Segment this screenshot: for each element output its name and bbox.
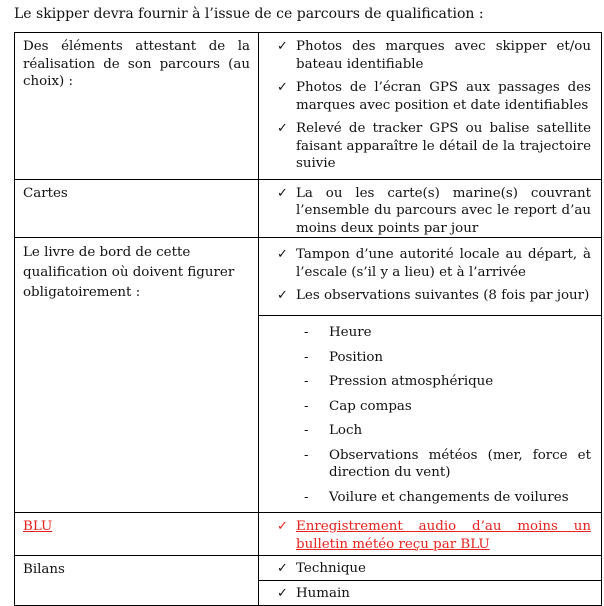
item-text: Photos de l’écran GPS aux passages des marques avec position et date identifiables xyxy=(296,80,591,113)
observation-text: Loch xyxy=(329,423,363,438)
content-cell-humain xyxy=(259,581,602,606)
content-cell-observations xyxy=(259,316,602,513)
observation-text: Voilure et changements de voilures xyxy=(329,489,569,505)
observation-text: Observations météos (mer, force et direction du vent) xyxy=(329,447,591,480)
observation-text: Pression atmosphérique xyxy=(329,374,494,389)
content-cell-elements xyxy=(259,33,602,180)
table-row-bilans xyxy=(15,556,602,581)
item-text: Humain xyxy=(296,586,350,601)
item-text: Photos des marques avec skipper et/ou bateau identifiable xyxy=(296,39,591,72)
item-text: Relevé de tracker GPS ou balise satellite faisant apparaître le détail de la trajectoire suivie xyxy=(296,121,591,171)
content-cell-livre xyxy=(259,238,602,316)
item-text: Enregistrement audio d’au moins un bulletin météo reçu par BLU xyxy=(296,519,591,552)
table-row-cartes xyxy=(15,179,602,238)
list-item xyxy=(259,38,601,73)
checkmark-icon: ✓ xyxy=(277,121,288,136)
dash-bullet: - xyxy=(304,349,309,365)
item-text: Les observations suivantes (8 fois par jour) xyxy=(296,288,590,303)
item-text: Tampon d’une autorité locale au départ, à l’escale (s’il y a lieu) et à l’arrivée xyxy=(296,247,591,280)
label-cell-livre xyxy=(15,238,259,513)
list-item xyxy=(259,79,601,114)
table-row-livre xyxy=(15,238,602,316)
label-line: choix) : xyxy=(23,74,74,89)
observation-text: Heure xyxy=(329,325,372,340)
observation-item xyxy=(259,422,601,440)
dash-bullet: - xyxy=(304,489,309,505)
checkmark-icon: ✓ xyxy=(277,185,288,201)
item-text: La ou les carte(s) marine(s) couvrant l’ensemble du parcours avec le report d’au moins deux points par jour xyxy=(296,185,591,236)
list-item xyxy=(259,560,601,578)
list-item xyxy=(259,120,601,173)
observation-item xyxy=(259,324,601,342)
dash-bullet: - xyxy=(304,325,309,340)
checkmark-icon: ✓ xyxy=(277,247,288,262)
list-item xyxy=(259,287,601,305)
observation-item xyxy=(259,373,601,391)
list-item xyxy=(259,518,601,553)
label-line: Le livre de bord de cette xyxy=(23,245,191,260)
label-cell-cartes xyxy=(15,179,259,238)
content-cell-blu xyxy=(259,513,602,556)
label-line: obligatoirement : xyxy=(23,285,141,300)
observation-item xyxy=(259,349,601,367)
list-item xyxy=(259,185,601,238)
label-cell-bilans xyxy=(15,556,259,606)
observation-item xyxy=(259,489,601,507)
observation-item xyxy=(259,398,601,416)
label-line: qualification où doivent figurer xyxy=(23,265,235,280)
list-item xyxy=(259,585,601,603)
list-item xyxy=(259,246,601,281)
observation-text: Cap compas xyxy=(329,398,412,414)
label-line: réalisation de son parcours (au xyxy=(23,56,250,72)
intro-text: Le skipper devra fournir à l’issue de ce parcours de qualification : xyxy=(14,6,484,22)
table-row-elements xyxy=(15,33,602,180)
observation-text: Position xyxy=(329,349,384,365)
checkmark-icon: ✓ xyxy=(277,586,288,601)
checkmark-icon: ✓ xyxy=(277,561,288,576)
dash-bullet: - xyxy=(304,447,309,463)
observation-item xyxy=(259,447,601,482)
dash-bullet: - xyxy=(304,374,309,389)
content-cell-cartes xyxy=(259,179,602,238)
label-cell-blu xyxy=(15,513,259,556)
label-line: Des éléments attestant de la xyxy=(23,39,250,54)
label-text: Cartes xyxy=(23,185,68,201)
checkmark-icon: ✓ xyxy=(277,519,288,534)
label-text: BLU xyxy=(23,519,53,534)
checkmark-icon: ✓ xyxy=(277,39,288,54)
item-text: Technique xyxy=(296,561,366,576)
label-cell-elements xyxy=(15,33,259,180)
checkmark-icon: ✓ xyxy=(277,80,288,95)
content-cell-technique xyxy=(259,556,602,581)
table-row-blu xyxy=(15,513,602,556)
dash-bullet: - xyxy=(304,398,309,414)
qualification-table xyxy=(14,32,602,606)
checkmark-icon: ✓ xyxy=(277,288,288,303)
dash-bullet: - xyxy=(304,423,309,438)
label-text: Bilans xyxy=(23,562,65,577)
